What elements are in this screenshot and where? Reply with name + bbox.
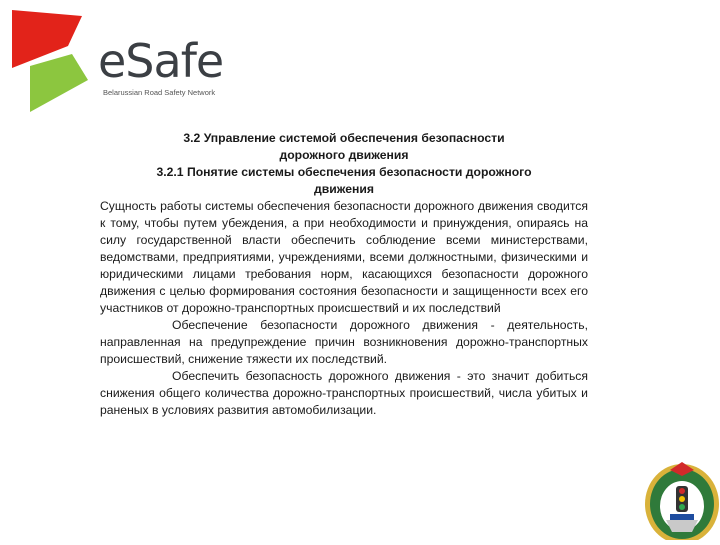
- brand-subtitle: Belarussian Road Safety Network: [103, 88, 216, 97]
- subsection-title-line-1: 3.2.1 Понятие системы обеспечения безопасности дорожного: [156, 165, 532, 179]
- esafe-logo: [10, 8, 230, 118]
- paragraph-goal: Обеспечить безопасность дорожного движения - это значит добиться снижения общего количества дорожно-транспортных происшествий, числа убитых и раненых в условиях развития автомобилизации.: [100, 369, 588, 417]
- traffic-police-emblem-icon: [642, 458, 720, 540]
- paragraph-essence: Сущность работы системы обеспечения безопасности дорожного движения сводится к тому, чтобы путем убеждения, а при необходимости и принуждения, опираясь на силу государственной власти обеспечить соблюдение всеми министерствами, ведомствами, предприятиями, учреждениями, всеми должностными, физическими и юридическими лицами требования норм, касающихся безопасности дорожного движения с целью формирования состояния безопасности и защищенности всех его участников от дорожно-транспортных происшествий и их последствий: [100, 199, 588, 315]
- brand-name: eSafe: [98, 34, 224, 88]
- section-title-line-1: 3.2 Управление системой обеспечения безопасности: [183, 131, 505, 145]
- esafe-logo-mark-icon: [10, 8, 100, 118]
- subsection-title-line-2: движения: [314, 182, 374, 196]
- document-body: [100, 130, 588, 419]
- section-title-line-2: дорожного движения: [279, 148, 409, 162]
- traffic-police-emblem: [642, 458, 720, 540]
- paragraph-definition: Обеспечение безопасности дорожного движения - деятельность, направленная на предупреждение причин возникновения дорожно-транспортных происшествий, снижение тяжести их последствий.: [100, 318, 588, 366]
